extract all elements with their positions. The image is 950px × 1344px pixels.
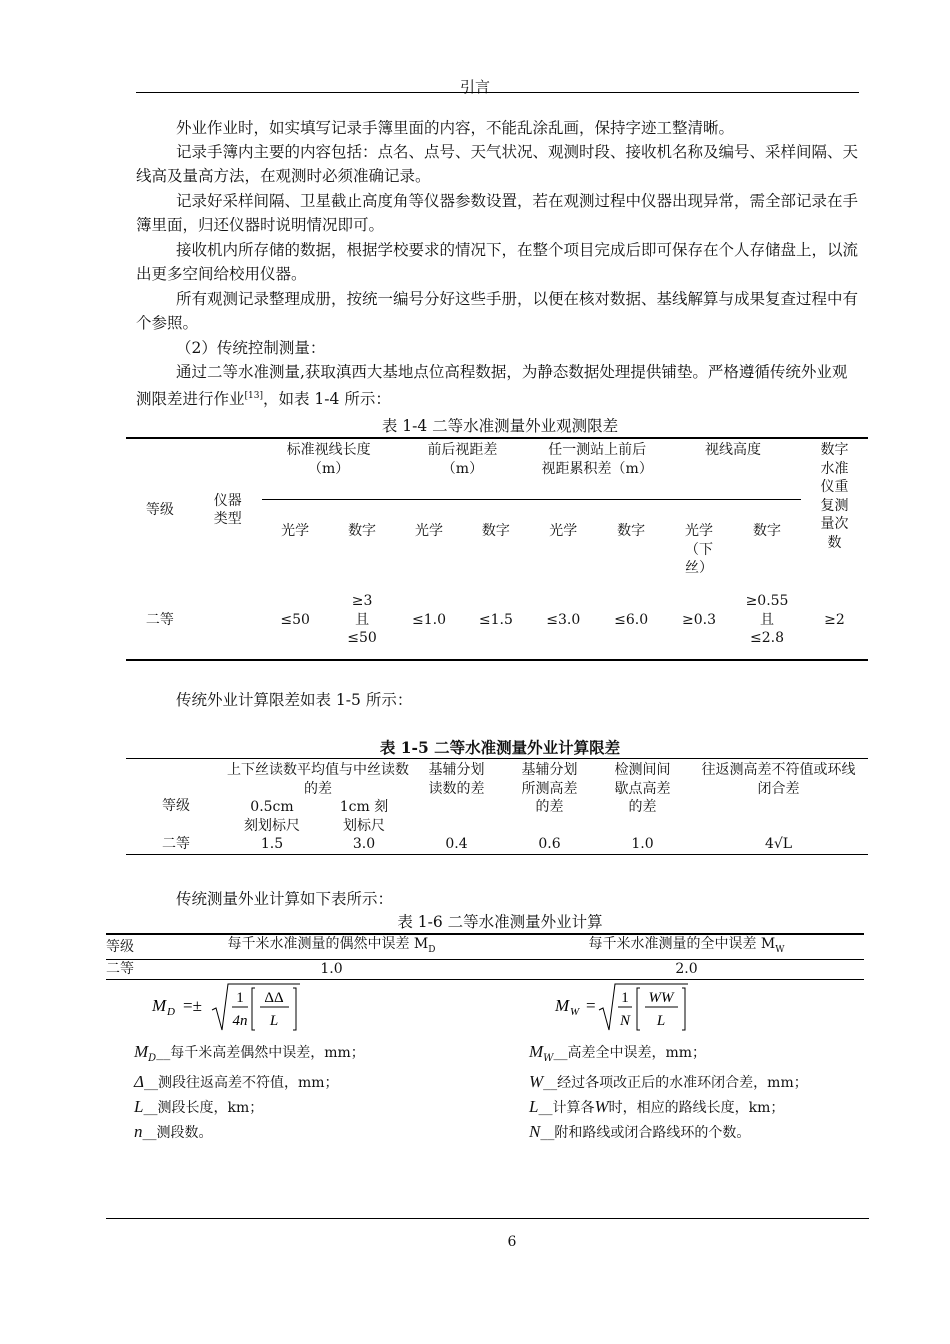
legend-item (529, 1070, 869, 1095)
table-1-5 (126, 758, 868, 855)
t1-sub-optical: 光学 (414, 523, 443, 539)
legend-item (134, 1070, 524, 1095)
t2-header-1cm: 1cm 刻划标尺 (339, 799, 389, 834)
paragraph-6: （2）传统控制测量： (176, 339, 326, 357)
legend-symbol: n (134, 1121, 143, 1141)
legend-symbol: W (529, 1071, 544, 1091)
t1-cell: ≤50 (280, 611, 310, 628)
formula-mw (553, 980, 703, 1036)
t2-cell: 1.5 (260, 836, 284, 852)
bracket-right (682, 988, 685, 1030)
legend-text: __每千米高差偶然中误差，mm； (156, 1045, 365, 1061)
paragraph-after-table-1-4: 传统外业计算限差如表 1-5 所示： (176, 691, 413, 709)
t2-cell-grade: 二等 (162, 836, 190, 852)
t1-cell-instrument (194, 582, 262, 660)
paragraph-7-tail: ，如表 1-4 所示： (263, 390, 391, 409)
t3-header-grade: 等级 (106, 938, 134, 955)
paragraph-4: 接收机内所存储的数据，根据学校要求的情况下，在整个项目完成后即可保存在个人存储盘上，以流出更多空间给校用仪器。 (136, 241, 859, 284)
t1-header-grade: 等级 (145, 502, 174, 518)
formula-md-sub: D (167, 1006, 175, 1018)
t2-cell: 3.0 (352, 836, 376, 852)
paragraph-after-table-1-5: 传统测量外业计算如下表所示： (176, 890, 394, 908)
formula-mw-num: 1 (621, 990, 629, 1006)
legend-text: __经过各项改正后的水准环闭合差，mm； (543, 1074, 808, 1091)
formula-mw-inner-den: L (656, 1013, 666, 1029)
t2-cell: 4√L (764, 836, 793, 852)
t1-header-height: 视线高度 (665, 438, 801, 500)
legend-symbol: N (529, 1121, 541, 1141)
legend-text: __测段往返高差不符值，mm； (143, 1074, 339, 1091)
citation-ref[interactable]: [13] (244, 391, 263, 402)
legend-text: __高差全中误差，mm； (553, 1045, 707, 1061)
t1-sub-digital: 数字 (753, 523, 782, 539)
formula-md-lhs: M (152, 996, 167, 1015)
formula-mw-lhs: M (555, 996, 570, 1015)
legend-text: __测段长度，km； (143, 1099, 264, 1116)
formula-md (150, 980, 310, 1036)
formula-md-den: 4n (232, 1013, 248, 1029)
t2-cell: 0.6 (538, 836, 561, 852)
formula-mw-den: N (619, 1013, 631, 1029)
t2-header-aux-read: 基辅分划读数的差 (428, 762, 485, 797)
t1-cell: ≤1.5 (478, 611, 513, 628)
t2-cell: 1.0 (631, 836, 654, 852)
t1-cell: ≤6.0 (614, 611, 649, 628)
formula-md-num: 1 (236, 990, 244, 1006)
t1-cell: ≥2 (824, 611, 845, 628)
paragraph-2: 记录手簿内主要的内容包括：点名、点号、天气状况、观测时段、接收机名称及编号、采样间隔、天线高及量高方法，在观测时必须准确记录。 (136, 143, 859, 186)
t1-header-fb-diff: 前后视距差（m） (396, 438, 530, 500)
t2-cell: 0.4 (445, 836, 468, 852)
t2-header-gap: 检测间间歇点高差的差 (614, 762, 671, 815)
table-1-5-caption: 表 1-5 二等水准测量外业计算限差 (379, 738, 621, 757)
table-1-4 (126, 437, 868, 661)
page-number: 6 (507, 1234, 517, 1250)
legend-item (529, 1120, 869, 1145)
legend-symbol: L (529, 1096, 539, 1116)
t3-header-mw-text: 每千米水准测量的全中误差 M (588, 936, 776, 952)
t3-cell-grade: 二等 (106, 961, 134, 978)
legend-text: __计算各 (538, 1099, 595, 1116)
t3-cell: 1.0 (320, 961, 343, 978)
paragraph-3: 记录好采样间隔、卫星截止高度角等仪器参数设置，若在观测过程中仪器出现异常，需全部记录在手簿里面，归还仪器时说明情况即可。 (136, 192, 859, 235)
t1-sub-optical: 光学 (549, 523, 578, 539)
bracket-right (293, 988, 296, 1030)
t1-cell: ≥0.55 且≤2.8 (745, 593, 789, 647)
legend-text: __测段数。 (142, 1124, 213, 1141)
legend-left (134, 1040, 524, 1145)
legend-symbol: M (529, 1042, 544, 1061)
t3-cell: 2.0 (675, 961, 698, 978)
t1-cell: ≥3 且≤50 (347, 593, 377, 647)
t1-cell: ≤3.0 (546, 611, 581, 628)
t2-header-aux-height: 基辅分划所测高差的差 (521, 762, 578, 815)
legend-symbol: Δ (134, 1071, 144, 1091)
t3-header-mw (509, 934, 864, 960)
t3-header-md-text: 每千米水准测量的偶然中误差 M (227, 936, 429, 952)
t3-header-md-sub: D (428, 944, 436, 955)
footer-rule (106, 1218, 869, 1219)
t1-cell: ≥0.3 (682, 611, 717, 628)
legend-right (529, 1040, 869, 1145)
legend-item (529, 1040, 869, 1070)
t1-header-accum: 任一测站上前后视距累积差（m） (529, 438, 665, 500)
t1-sub-optical: 光学 (281, 523, 310, 539)
table-1-6-caption: 表 1-6 二等水准测量外业计算 (397, 913, 603, 931)
t2-header-loop: 往返测高差不符值或环线闭合差 (701, 762, 856, 797)
legend-symbol: M (134, 1042, 149, 1061)
legend-item (134, 1040, 524, 1070)
formula-mw-inner-num: WW (648, 990, 674, 1006)
table-1-4-caption: 表 1-4 二等水准测量外业观测限差 (381, 417, 619, 435)
t1-sub-digital: 数字 (481, 523, 510, 539)
t3-header-md (154, 934, 509, 960)
formula-md-eq: =± (183, 996, 202, 1015)
legend-text: 时，相应的路线长度，km； (608, 1099, 785, 1116)
formula-mw-eq: = (586, 996, 596, 1015)
bracket-left (637, 988, 640, 1030)
paragraph-7-text: 通过二等水准测量,获取滇西大基地点位高程数据，为静态数据处理提供铺垫。严格遵循传统外业观测限差进行作业 (136, 363, 848, 409)
paragraph-5: 所有观测记录整理成册，按统一编号分好这些手册，以便在核对数据、基线解算与成果复查过程中有个参照。 (136, 290, 859, 333)
t2-header-mean-diff: 上下丝读数平均值与中丝读数的差 (227, 762, 409, 797)
t3-header-mw-sub: W (775, 944, 785, 955)
header-rule (136, 92, 859, 93)
t1-sub-digital: 数字 (348, 523, 377, 539)
paragraph-1: 外业作业时，如实填写记录手簿里面的内容，不能乱涂乱画，保持字迹工整清晰。 (176, 119, 735, 137)
legend-symbol: W (594, 1096, 609, 1116)
legend-symbol-sub: W (543, 1052, 554, 1064)
running-header: 引言 (459, 78, 490, 96)
t1-header-instrument: 仪器类型 (213, 492, 242, 528)
legend-text: __附和路线或闭合路线环的个数。 (540, 1124, 751, 1141)
t1-sub-digital: 数字 (617, 523, 646, 539)
t1-cell-grade: 二等 (145, 611, 174, 628)
legend-item (134, 1095, 524, 1120)
t1-header-repeat: 数字水准仪重复测量次数 (820, 442, 849, 551)
legend-item (529, 1095, 869, 1120)
legend-symbol-sub: D (148, 1052, 157, 1064)
legend-symbol: L (134, 1096, 144, 1116)
paragraph-7 (136, 360, 859, 412)
t2-header-05cm: 0.5cm 刻划标尺 (244, 799, 300, 834)
formula-mw-sub: W (570, 1006, 580, 1018)
formula-md-inner-den: L (269, 1013, 279, 1029)
table-1-6 (106, 933, 864, 980)
t1-sub-optical-lower: 光学（下丝） (685, 523, 714, 576)
t1-cell: ≤1.0 (411, 611, 446, 628)
bracket-left (252, 988, 255, 1030)
t1-header-sight-length: 标准视线长度（m） (262, 438, 396, 500)
legend-item (134, 1120, 524, 1145)
t2-header-grade: 等级 (162, 797, 190, 814)
formula-md-inner-num: ΔΔ (264, 990, 284, 1006)
